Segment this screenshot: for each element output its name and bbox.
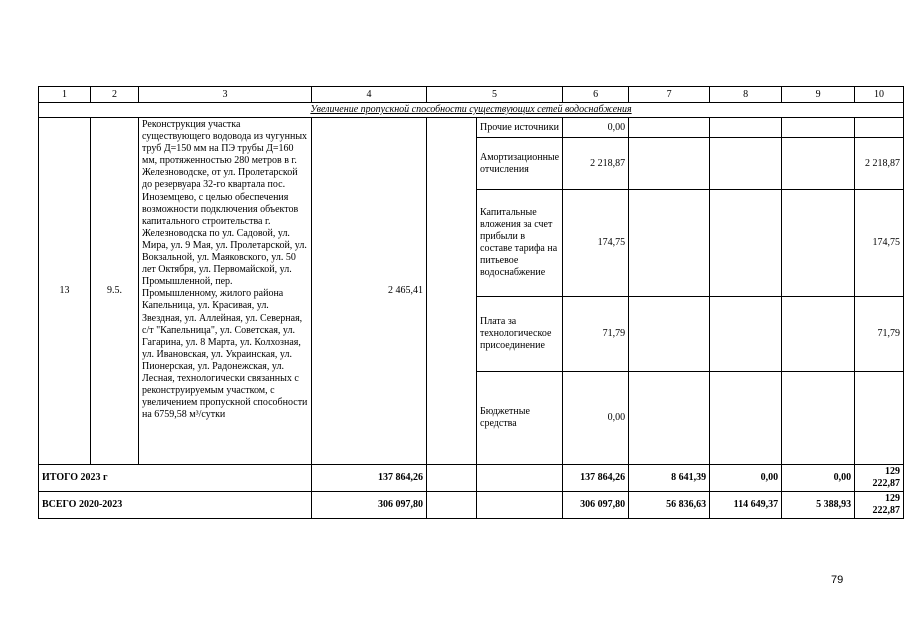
total-c9: 0,00 xyxy=(782,465,855,492)
column-number-row xyxy=(39,87,904,103)
empty-cell xyxy=(710,190,782,297)
grand-total-label: ВСЕГО 2020-2023 xyxy=(39,492,312,519)
empty-cell xyxy=(782,372,855,465)
empty-cell xyxy=(629,190,710,297)
col-num-7: 7 xyxy=(629,87,710,103)
source-name: Амортизационные отчисления xyxy=(477,138,563,190)
grand-total-c4: 306 097,80 xyxy=(312,492,427,519)
source-name: Бюджетные средства xyxy=(477,372,563,465)
col-num-6: 6 xyxy=(563,87,629,103)
project-total: 2 465,41 xyxy=(312,118,427,465)
empty-cell xyxy=(710,297,782,372)
source-value: 174,75 xyxy=(563,190,629,297)
source-name: Плата за технологическое присоединение xyxy=(477,297,563,372)
total-c8: 0,00 xyxy=(710,465,782,492)
grand-total-row xyxy=(39,492,904,519)
source-value: 0,00 xyxy=(563,118,629,138)
total-c7: 8 641,39 xyxy=(629,465,710,492)
source-value-10: 71,79 xyxy=(855,297,904,372)
col-num-5: 5 xyxy=(427,87,563,103)
grand-total-c6: 306 097,80 xyxy=(563,492,629,519)
total-label: ИТОГО 2023 г xyxy=(39,465,312,492)
empty-cell xyxy=(427,118,477,465)
source-value-10 xyxy=(855,118,904,138)
total-c10: 129 222,87 xyxy=(855,465,904,492)
source-name: Прочие источники xyxy=(477,118,563,138)
empty-cell xyxy=(629,118,710,138)
total-c4: 137 864,26 xyxy=(312,465,427,492)
source-value-10 xyxy=(855,372,904,465)
col-num-2: 2 xyxy=(91,87,139,103)
col-num-4: 4 xyxy=(312,87,427,103)
col-num-10: 10 xyxy=(855,87,904,103)
page-number: 79 xyxy=(831,574,844,586)
section-title: Увеличение пропускной способности существующих сетей водоснабжения xyxy=(39,103,904,118)
empty-cell xyxy=(710,118,782,138)
empty-cell xyxy=(427,492,477,519)
source-name: Капитальные вложения за счет прибыли в составе тарифа на питьевое водоснабжение xyxy=(477,190,563,297)
empty-cell xyxy=(629,372,710,465)
col-num-3: 3 xyxy=(139,87,312,103)
project-description: Реконструкция участка существующего водовода из чугунных труб Д=150 мм на ПЭ трубы Д=160 мм, протяженностью 280 метров в г. Железноводске, от ул. Пролетарской до резервуара 32-го квартала пос. Иноземцево, с целью обеспечения возможности подключения объектов капитального строительства г. Железноводска по ул. Садовой, ул. Мира, ул. 9 Мая, ул. Пролетарской, ул. Вокзальной, ул. Маяковского, ул. 50 лет Октября, ул. Первомайской, ул. Промышленной, пер. Промышленному, жилого района Капельница, ул. Красивая, ул. Звездная, ул. Аллейная, ул. Северная, с/т "Капельница", ул. Советская, ул. Гагарина, ул. 8 Марта, ул. Колхозная, ул. Ивановская, ул. Украинская, ул. Пионерская, ул. Радонежская, ул. Лесная, технологически связанных с реконструируемым участком, с увеличением пропускной способности на 6759,58 м³/сутки xyxy=(139,118,312,465)
grand-total-c8: 114 649,37 xyxy=(710,492,782,519)
empty-cell xyxy=(427,465,477,492)
row-number: 13 xyxy=(39,118,91,465)
empty-cell xyxy=(477,465,563,492)
empty-cell xyxy=(629,138,710,190)
empty-cell xyxy=(710,138,782,190)
empty-cell xyxy=(782,138,855,190)
empty-cell xyxy=(477,492,563,519)
grand-total-c9: 5 388,93 xyxy=(782,492,855,519)
total-c6: 137 864,26 xyxy=(563,465,629,492)
grand-total-c7: 56 836,63 xyxy=(629,492,710,519)
row-code: 9.5. xyxy=(91,118,139,465)
source-value-10: 2 218,87 xyxy=(855,138,904,190)
empty-cell xyxy=(782,190,855,297)
col-num-8: 8 xyxy=(710,87,782,103)
empty-cell xyxy=(782,118,855,138)
source-value: 71,79 xyxy=(563,297,629,372)
source-value: 0,00 xyxy=(563,372,629,465)
investment-table xyxy=(38,86,904,519)
grand-total-c10: 129 222,87 xyxy=(855,492,904,519)
empty-cell xyxy=(629,297,710,372)
empty-cell xyxy=(782,297,855,372)
col-num-9: 9 xyxy=(782,87,855,103)
empty-cell xyxy=(710,372,782,465)
col-num-1: 1 xyxy=(39,87,91,103)
total-row xyxy=(39,465,904,492)
section-row xyxy=(39,103,904,118)
source-value: 2 218,87 xyxy=(563,138,629,190)
source-row xyxy=(39,118,904,138)
source-value-10: 174,75 xyxy=(855,190,904,297)
